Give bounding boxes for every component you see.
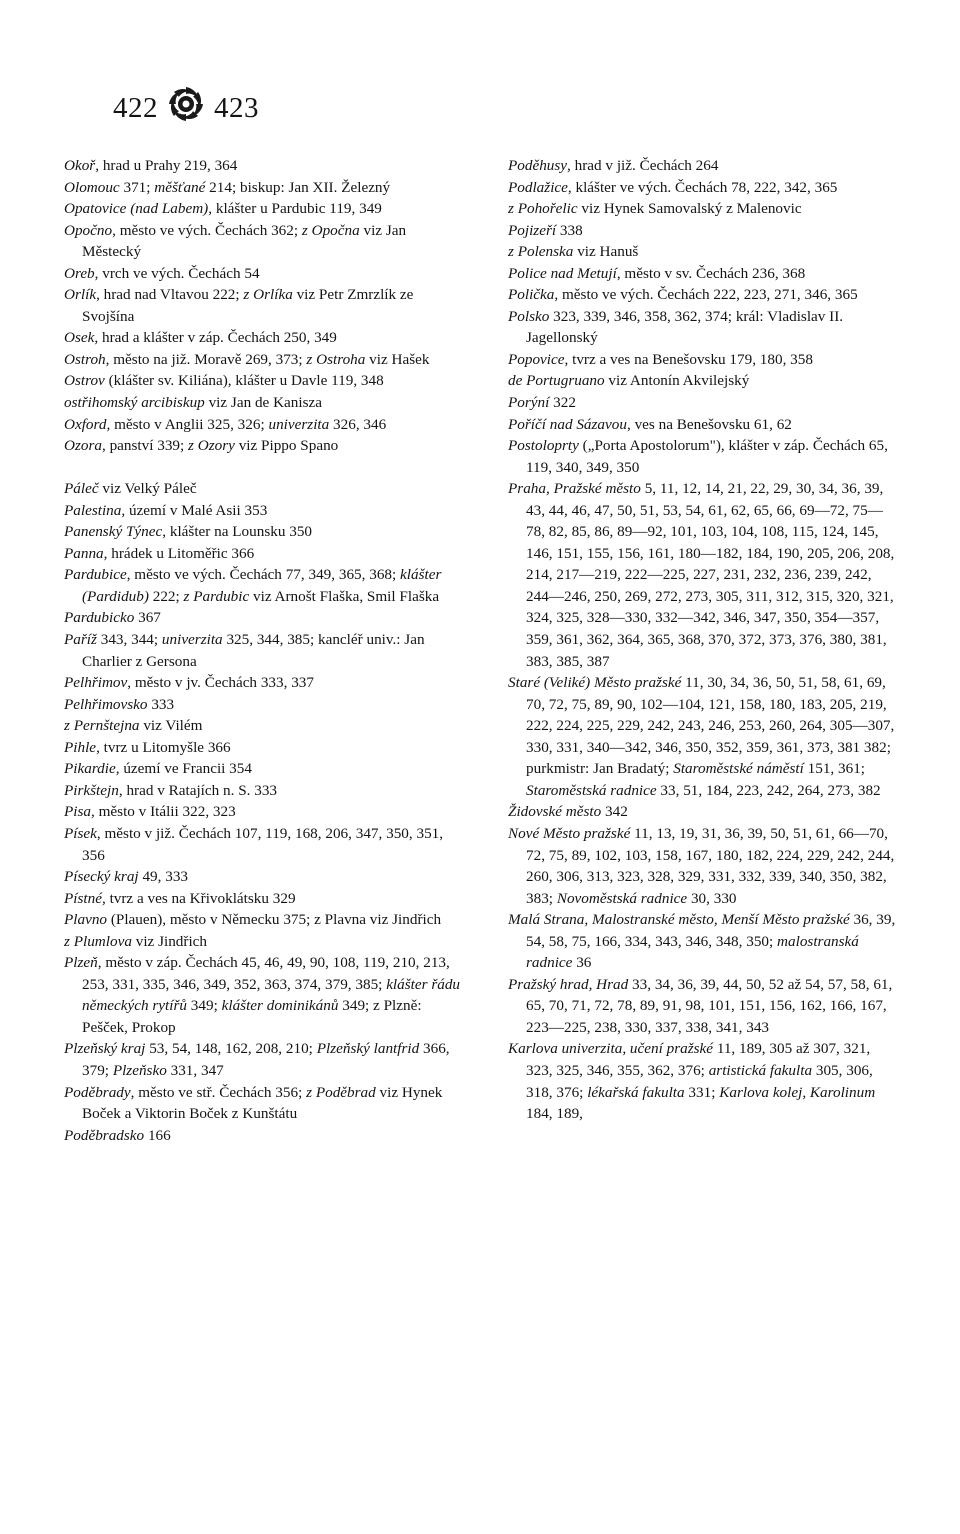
index-term: Pístné (64, 889, 102, 907)
index-term: Okoř (64, 157, 96, 174)
index-term: z Pardubic (183, 587, 250, 605)
index-text: 166 (144, 1126, 171, 1144)
index-entry (64, 823, 464, 866)
index-text: 214; biskup: Jan XII. Železný (205, 178, 391, 196)
index-text: viz Vilém (139, 717, 203, 735)
index-term: z Opočna (301, 221, 360, 239)
index-entry (508, 370, 898, 392)
index-entry (64, 607, 464, 629)
index-term: Pikardie (64, 760, 116, 778)
index-text: 366, 379; (82, 1040, 450, 1079)
index-text: („Porta Apostolorum"), klášter v záp. Čechách 65, 119, 340, 349, 350 (526, 437, 888, 476)
index-term: Staroměstské náměstí (673, 760, 804, 778)
index-term: klášter řádu německých rytířů (82, 975, 461, 1015)
index-entry (64, 543, 464, 565)
index-term: Plzeňsko (112, 1061, 167, 1079)
index-text: , panství 339; (101, 437, 189, 455)
index-term: Staroměstská radnice (526, 781, 657, 799)
index-text: viz Arnošt Flaška, Smil Flaška (249, 587, 440, 605)
right-page-number: 423 (214, 91, 259, 124)
index-term: Opočno (64, 221, 113, 239)
index-entry (64, 672, 464, 694)
index-text: , klášter u Pardubic 119, 349 (208, 200, 382, 218)
index-entry (64, 435, 464, 457)
index-text: , hrad v Ratajích n. S. 333 (118, 781, 278, 799)
index-text: 30, 330 (687, 889, 737, 907)
index-entry (64, 349, 464, 371)
index-term: z Pohořelic (508, 200, 578, 218)
index-text: 349; (187, 997, 222, 1015)
index-term: Pelhřimovsko (64, 695, 148, 713)
page-header (113, 84, 259, 132)
index-term: Písek (64, 824, 97, 842)
index-text: , město v již. Čechách 107, 119, 168, 206, 347, 350, 351, 356 (82, 824, 444, 864)
index-text: viz Antonín Akvilejský (604, 372, 750, 390)
index-text: , hrádek u Litoměřic 366 (103, 544, 255, 562)
index-term: Olomouc (64, 178, 120, 196)
index-text: , město ve vých. Čechách 77, 349, 365, 368; (126, 566, 401, 584)
index-text: 338 (556, 221, 583, 239)
index-entry (64, 909, 464, 931)
index-text: 342 (601, 803, 628, 821)
index-term: lékařská fakulta (587, 1083, 685, 1101)
index-entry (64, 694, 464, 716)
index-entry (64, 220, 464, 263)
section-gap (64, 457, 464, 479)
index-term: z Polenska (508, 243, 574, 261)
index-text: 322 (549, 394, 576, 412)
index-term: Palestina (64, 501, 122, 519)
index-term: Písecký kraj (64, 868, 139, 886)
index-term: Opatovice (nad Labem) (64, 200, 209, 218)
index-text: , město ve vých. Čechách 222, 223, 271, 346, 365 (554, 286, 858, 304)
index-entry (64, 564, 464, 607)
index-text: , tvrz a ves na Benešovsku 179, 180, 358 (564, 350, 813, 368)
index-entry (508, 306, 898, 349)
index-text: , hrad v již. Čechách 264 (567, 157, 719, 174)
index-term: Panenský Týnec (64, 523, 163, 541)
index-text: , klášter ve vých. Čechách 78, 222, 342, 365 (567, 178, 838, 196)
index-text: 222; (148, 587, 184, 605)
index-text: , město v Anglii 325, 326; (106, 415, 269, 433)
index-entry (64, 478, 464, 500)
index-entry (64, 1038, 464, 1081)
index-entry (508, 801, 898, 823)
index-text: 326, 346 (329, 415, 387, 433)
index-term: Plzeňský lantfrid (316, 1040, 420, 1058)
index-term: Karlova univerzita, učení pražské (508, 1040, 714, 1058)
index-entry (64, 521, 464, 543)
index-term: z Ozory (188, 437, 235, 455)
index-term: z Orlíka (243, 286, 293, 304)
index-text: viz Jindřich (131, 932, 207, 950)
index-term: univerzita (161, 631, 223, 649)
index-text: 49, 333 (138, 868, 188, 886)
index-entry (508, 349, 898, 371)
index-term: ostřihomský arcibiskup (64, 394, 205, 412)
index-term: Malá Strana, Malostranské město, Menší Město pražské (508, 911, 850, 929)
index-term: Plzeň (64, 954, 98, 972)
index-term: z Pernštejna (64, 717, 140, 735)
index-column-left (64, 155, 464, 1146)
index-entry (64, 1125, 464, 1147)
index-term: Nové Město pražské (508, 824, 631, 842)
index-entry (64, 866, 464, 888)
index-text: 349; z Plzně: Pešček, Prokop (82, 997, 422, 1036)
index-entry (64, 737, 464, 759)
index-entry (64, 155, 464, 177)
index-term: Podlažice (508, 178, 568, 196)
index-term: Plavno (64, 911, 108, 929)
index-term: Pardubice (64, 566, 127, 584)
index-term: Pojizeří (508, 221, 557, 239)
index-text: , hrad nad Vltavou 222; (96, 286, 244, 304)
index-text: 331; (684, 1083, 720, 1101)
index-term: Pardubicko (64, 609, 135, 627)
index-entry (64, 801, 464, 823)
index-entry (64, 952, 464, 1038)
index-entry (64, 284, 464, 327)
index-entry (508, 284, 898, 306)
index-text: , klášter na Lounsku 350 (162, 523, 313, 541)
index-entry (508, 198, 898, 220)
index-term: z Ostroha (306, 350, 366, 368)
index-term: Pihle (64, 738, 97, 756)
index-entry (64, 177, 464, 199)
index-term: Staré (Veliké) Město pražské (508, 674, 682, 692)
index-term: Plzeňský kraj (64, 1040, 146, 1058)
index-term: univerzita (268, 415, 330, 433)
index-text: 36, 39, 54, 58, 75, 166, 334, 343, 346, 348, 350; (526, 911, 896, 950)
index-entry (64, 263, 464, 285)
index-text: 343, 344; (96, 631, 162, 649)
index-text: , tvrz u Litomyšle 366 (96, 738, 231, 756)
index-entry (508, 414, 898, 436)
index-text: 53, 54, 148, 162, 208, 210; (145, 1040, 317, 1058)
index-text: 333 (147, 695, 175, 713)
index-entry (508, 909, 898, 974)
index-entry (64, 629, 464, 672)
index-term: artistická fakulta (708, 1061, 813, 1079)
index-term: Popovice (508, 350, 565, 368)
index-text: , území ve Francii 354 (115, 760, 252, 778)
index-entry (508, 220, 898, 242)
index-text: 33, 34, 36, 39, 44, 50, 52 až 54, 57, 58, 61, 65, 70, 71, 72, 78, 89, 91, 98, 101, 151, 156, 162, 166, 167, 223—225, 238, 330, 337, 338, 341, 343 (526, 975, 893, 1036)
index-text: 11, 189, 305 až 307, 321, 323, 325, 346, 355, 362, 376; (526, 1040, 871, 1079)
index-entry (64, 780, 464, 802)
index-entry (508, 177, 898, 199)
index-term: Ostrov (64, 372, 105, 390)
index-term: Páleč (64, 480, 99, 498)
index-term: Židovské město (508, 803, 602, 821)
index-entry (508, 478, 898, 672)
index-term: de Portugruano (508, 372, 605, 390)
index-text: , území v Malé Asii 353 (121, 501, 268, 519)
index-entry (508, 155, 898, 177)
publisher-flower-logo-icon (164, 84, 208, 132)
index-entry (64, 931, 464, 953)
index-term: Praha, Pražské město (508, 480, 641, 498)
index-entry (64, 758, 464, 780)
index-term: Ozora (64, 437, 102, 455)
index-column-right (508, 155, 898, 1125)
index-text: , tvrz a ves na Křivoklátsku 329 (101, 889, 296, 907)
index-term: Oreb (64, 264, 95, 282)
index-entry (508, 263, 898, 285)
index-entry (64, 370, 464, 392)
index-entry (508, 823, 898, 909)
index-term: klášter (Pardidub) (82, 566, 442, 605)
index-text: (klášter sv. Kiliána), klášter u Davle 119, 348 (104, 372, 384, 390)
index-text: viz Hanuš (573, 243, 639, 261)
index-term: Poříčí nad Sázavou (508, 415, 627, 433)
index-term: měšťané (154, 178, 206, 196)
index-term: Panna (64, 544, 104, 562)
index-term: Osek (64, 329, 95, 347)
index-term: Polsko (508, 307, 550, 325)
index-text: viz Hašek (365, 350, 430, 368)
index-text: , město ve stř. Čechách 356; (130, 1083, 307, 1101)
index-text: viz Jan de Kanisza (204, 394, 323, 412)
index-term: Pirkštejn (64, 781, 119, 799)
index-term: Poděbradsko (64, 1126, 145, 1144)
index-text: , město ve vých. Čechách 362; (112, 221, 302, 239)
index-text: 151, 361; (803, 760, 866, 778)
index-entry (508, 1038, 898, 1124)
index-entry (64, 198, 464, 220)
index-entry (64, 327, 464, 349)
index-term: Karlova kolej, Karolinum (719, 1083, 876, 1101)
index-text: viz Velký Páleč (98, 480, 197, 498)
index-text: , hrad u Prahy 219, 364 (95, 157, 238, 174)
index-entry (508, 435, 898, 478)
index-term: Polička (508, 286, 555, 304)
index-term: klášter dominikánů (221, 997, 339, 1015)
index-text: , ves na Benešovsku 61, 62 (626, 415, 792, 433)
index-term: Novoměstská radnice (556, 889, 688, 907)
index-entry (64, 414, 464, 436)
index-term: Pelhřimov (64, 674, 128, 692)
index-entry (64, 888, 464, 910)
index-entry (508, 974, 898, 1039)
index-text: viz Hynek Samovalský z Malenovic (577, 200, 802, 218)
index-text: viz Petr Zmrzlík ze Svojšína (82, 286, 414, 325)
index-text: 367 (134, 609, 161, 627)
index-entry (508, 241, 898, 263)
index-text: 371; (119, 178, 155, 196)
index-text: , město v záp. Čechách 45, 46, 49, 90, 108, 119, 210, 213, 253, 331, 335, 346, 349, 352, 363, 374, 379, 385; (82, 954, 450, 993)
index-term: malostranská radnice (526, 932, 859, 972)
index-text: 305, 306, 318, 376; (526, 1061, 873, 1101)
index-term: z Plumlova (64, 932, 132, 950)
index-text: , město v sv. Čechách 236, 368 (616, 264, 806, 282)
index-term: Poděhusy (508, 157, 568, 174)
index-text: 36 (572, 954, 592, 972)
index-text: viz Pippo Spano (234, 437, 339, 455)
index-term: Police nad Metují (508, 264, 617, 282)
index-text: 323, 339, 346, 358, 362, 374; král: Vladislav II. Jagellonský (526, 307, 844, 347)
index-term: Oxford (64, 415, 107, 433)
index-text: , hrad a klášter v záp. Čechách 250, 349 (94, 329, 337, 347)
index-text: (Plauen), město v Německu 375; z Plavna viz Jindřich (107, 911, 442, 929)
index-text: , město v Itálii 322, 323 (91, 803, 236, 821)
index-term: Pisa (64, 803, 92, 821)
index-term: z Poděbrad (306, 1083, 376, 1101)
index-term: Ostroh (64, 350, 106, 368)
index-term: Pražský hrad, Hrad (508, 975, 629, 993)
index-term: Paříž (64, 631, 97, 649)
index-entry (508, 392, 898, 414)
index-text: , vrch ve vých. Čechách 54 (94, 264, 260, 282)
index-text: , město na již. Moravě 269, 373; (105, 350, 307, 368)
index-entry (64, 1082, 464, 1125)
index-term: Postoloprty (508, 437, 579, 455)
index-term: Orlík (64, 286, 97, 304)
index-entry (64, 715, 464, 737)
index-text: 33, 51, 184, 223, 242, 264, 273, 382 (656, 781, 881, 799)
index-text: 184, 189, (526, 1105, 583, 1123)
index-text: 11, 13, 19, 31, 36, 39, 50, 51, 61, 66—70, 72, 75, 89, 102, 103, 158, 167, 180, 182, 224, 229, 242, 244, 260, 306, 313, 323, 328, 329, 331, 332, 339, 340, 350, 382, 383; (526, 824, 895, 907)
index-entry (508, 672, 898, 801)
index-term: Poděbrady (64, 1083, 131, 1101)
index-entry (64, 392, 464, 414)
index-entry (64, 500, 464, 522)
index-text: 11, 30, 34, 36, 50, 51, 58, 61, 69, 70, 72, 75, 89, 90, 102—104, 121, 158, 180, 183, 205, 219, 222, 224, 225, 229, 242, 243, 246, 253, 260, 264, 305—307, 330, 331, 340—342, 346, 350, 352, 359, 361, 373, 381 382; purkmistr: Jan Bradatý; (526, 674, 895, 778)
index-text: 331, 347 (166, 1061, 224, 1079)
index-text: 5, 11, 12, 14, 21, 22, 29, 30, 34, 36, 39, 43, 44, 46, 47, 50, 51, 53, 54, 61, 62, 65, 66, 69—72, 75—78, 82, 85, 86, 89—92, 101, 103, 104, 108, 115, 124, 145, 146, 151, 155, 156, 161, 180—182, 184, 190, 205, 206, 208, 214, 217—219, 222—225, 227, 231, 232, 236, 239, 242, 244—246, 250, 269, 272, 273, 305, 311, 312, 315, 320, 321, 324, 325, 328—330, 332—342, 346, 347, 350, 354—357, 359, 361, 362, 364, 365, 368, 370, 372, 373, 376, 380, 381, 383, 385, 387 (526, 480, 895, 670)
index-term: Porýní (508, 394, 550, 412)
index-text: viz Hynek Boček a Viktorin Boček z Kunštátu (82, 1083, 443, 1123)
index-text: , město v jv. Čechách 333, 337 (127, 674, 314, 692)
index-text: 325, 344, 385; kancléř univ.: Jan Charlier z Gersona (82, 631, 425, 670)
index-text: viz Jan Městecký (82, 221, 407, 261)
left-page-number: 422 (113, 91, 158, 124)
